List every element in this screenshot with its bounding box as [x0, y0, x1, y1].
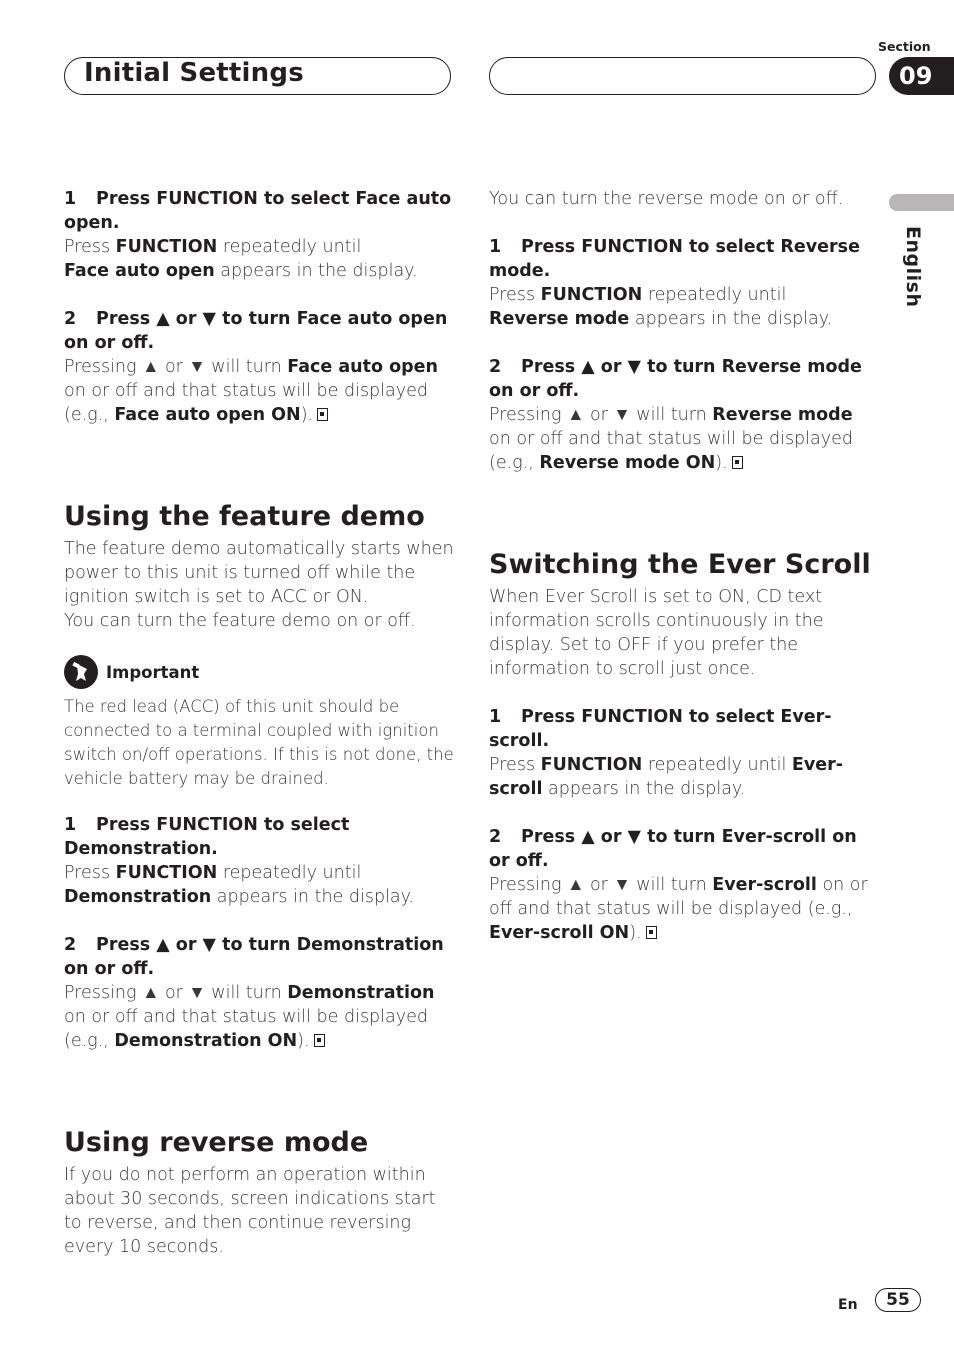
demo-heading: Using the feature demo: [64, 501, 425, 532]
page-number: 55: [875, 1288, 921, 1312]
reverse-step-2-body: Pressing ▲ or ▼ will turn Reverse mode on or off and that status will be displayed (e.g., Reverse mode ON).: [489, 405, 853, 473]
right-column: [489, 187, 879, 945]
demo-para-1: The feature demo automatically starts when power to this unit is turned off while the ignition switch is set to ACC or ON.: [64, 539, 454, 607]
demo-step-2-title: 2 Press ▲ or ▼ to turn Demonstration on or off.: [64, 935, 444, 979]
language-label: English: [902, 226, 924, 308]
section-number-tab: 09: [889, 57, 954, 95]
chapter-title: Initial Settings: [84, 58, 304, 88]
ever-step-2-body: Pressing ▲ or ▼ will turn Ever-scroll on or off and that status will be displayed (e.g., Ever-scroll ON).: [489, 875, 868, 943]
reverse-para-1: If you do not perform an operation within about 30 seconds, screen indications start to reverse, and then continue reversing every 10 seconds.: [64, 1165, 436, 1257]
face-step-2-title: 2 Press ▲ or ▼ to turn Face auto open on or off.: [64, 309, 448, 353]
reverse-step-2-title: 2 Press ▲ or ▼ to turn Reverse mode on or off.: [489, 357, 862, 401]
ever-scroll-heading: Switching the Ever Scroll: [489, 549, 871, 580]
demo-step-2-body: Pressing ▲ or ▼ will turn Demonstration on or off and that status will be displayed (e.g., Demonstration ON).: [64, 983, 435, 1051]
header-right-frame: [489, 57, 876, 95]
language-tab-marker: [889, 194, 954, 211]
footer-language-code: En: [838, 1297, 858, 1313]
section-label: Section: [878, 39, 931, 54]
end-mark-icon: [314, 1034, 325, 1047]
important-label: Important: [106, 662, 200, 682]
ever-scroll-para-1: When Ever Scroll is set to ON, CD text information scrolls continuously in the display. Set to OFF if you prefer the information to scroll just once.: [489, 587, 824, 679]
ever-step-1-body: Press FUNCTION repeatedly until Ever-scroll appears in the display.: [489, 755, 844, 799]
ever-step-1-title: 1 Press FUNCTION to select Ever-scroll.: [489, 707, 832, 751]
reverse-step-1-title: 1 Press FUNCTION to select Reverse mode.: [489, 237, 860, 281]
important-icon: [64, 655, 98, 689]
left-column: [64, 187, 454, 1259]
face-step-1-body: Press FUNCTION repeatedly until Face auto open appears in the display.: [64, 237, 418, 281]
face-step-1-title: 1 Press FUNCTION to select Face auto open.: [64, 189, 452, 233]
end-mark-icon: [732, 456, 743, 469]
end-mark-icon: [317, 408, 328, 421]
ever-step-2-title: 2 Press ▲ or ▼ to turn Ever-scroll on or off.: [489, 827, 857, 871]
demo-step-1-body: Press FUNCTION repeatedly until Demonstration appears in the display.: [64, 863, 415, 907]
important-text: The red lead (ACC) of this unit should be connected to a terminal coupled with ignition switch on/off operations. If this is not done, the vehicle battery may be drained.: [64, 697, 454, 788]
reverse-step-1-body: Press FUNCTION repeatedly until Reverse mode appears in the display.: [489, 285, 833, 329]
demo-step-1-title: 1 Press FUNCTION to select Demonstration.: [64, 815, 350, 859]
face-step-2-body: Pressing ▲ or ▼ will turn Face auto open on or off and that status will be displayed (e.g., Face auto open ON).: [64, 357, 438, 425]
end-mark-icon: [646, 926, 657, 939]
demo-para-2: You can turn the feature demo on or off.: [64, 611, 416, 631]
reverse-heading: Using reverse mode: [64, 1127, 369, 1158]
important-note-header: [64, 655, 454, 689]
reverse-cont-para: You can turn the reverse mode on or off.: [489, 189, 844, 209]
